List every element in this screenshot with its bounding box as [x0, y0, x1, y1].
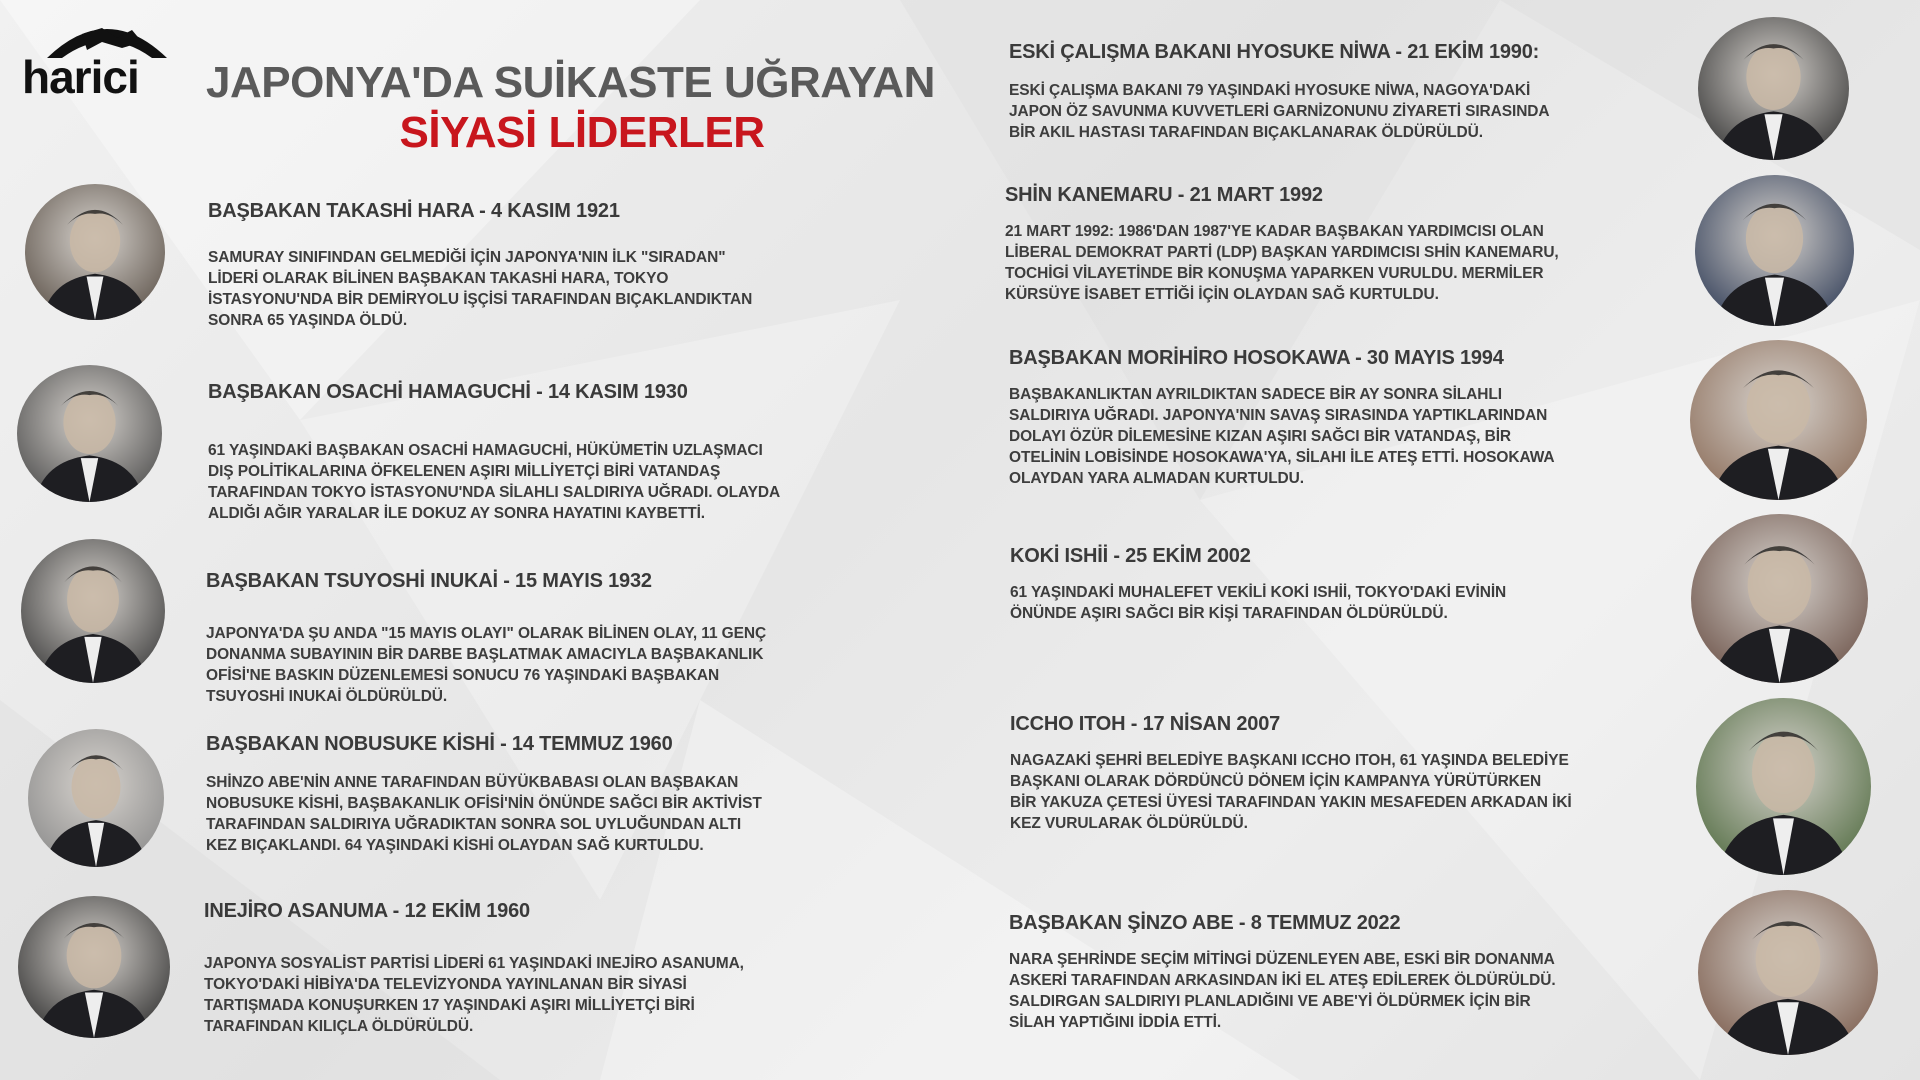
entry-body: NARA ŞEHRİNDE SEÇİM MİTİNGİ DÜZENLEYEN ABE, ESKİ BİR DONANMA ASKERİ TARAFINDAN ARKASINDAN İKİ EL ATEŞ EDİLEREK ÖLDÜRÜLDÜ. SALDIRGAN SALDIRIYI PLANLADIĞINI VE ABE'Yİ ÖLDÜRMEK İÇİN BİR SİLAH YAPTIĞINI İDDİA ETTİ. — [1009, 951, 1556, 1031]
right-4-photo — [1691, 514, 1868, 683]
left-4-photo — [28, 729, 164, 867]
left-entry-5 — [204, 900, 744, 1037]
right-entry-5 — [1010, 713, 1572, 834]
logo-text: harici — [22, 51, 139, 103]
entry-heading: SHİN KANEMARU - 21 MART 1992 — [1005, 184, 1323, 206]
page-title-line1: JAPONYA'DA SUİKASTE UĞRAYAN — [206, 58, 935, 107]
right-entry-3 — [1009, 347, 1554, 489]
entry-body: SHİNZO ABE'NİN ANNE TARAFINDAN BÜYÜKBABASI OLAN BAŞBAKAN NOBUSUKE KİSHİ, BAŞBAKANLIK OFİSİ'NİN ÖNÜNDE SAĞCI BİR AKTİVİST TARAFINDAN SALDIRIYA UĞRADIKTAN SONRA SOL UYLUĞUNDAN ALTI KEZ BIÇAKLANDI. 64 YAŞINDAKİ KİSHİ OLAYDAN SAĞ KURTULDU. — [206, 774, 762, 854]
right-entry-6 — [1009, 912, 1556, 1033]
entry-heading: BAŞBAKAN MORİHİRO HOSOKAWA - 30 MAYIS 1994 — [1009, 347, 1504, 369]
right-entry-2 — [1005, 184, 1559, 305]
right-3-photo — [1690, 340, 1867, 500]
entry-heading: BAŞBAKAN OSACHİ HAMAGUCHİ - 14 KASIM 1930 — [208, 381, 688, 403]
entry-heading: BAŞBAKAN NOBUSUKE KİSHİ - 14 TEMMUZ 1960 — [206, 733, 673, 755]
entry-heading: INEJİRO ASANUMA - 12 EKİM 1960 — [204, 900, 530, 922]
entry-body: 61 YAŞINDAKİ BAŞBAKAN OSACHİ HAMAGUCHİ, HÜKÜMETİN UZLAŞMACI DIŞ POLİTİKALARINA ÖFKELENEN AŞIRI MİLLİYETÇİ BİRİ VATANDAŞ TARAFINDAN TOKYO İSTASYONU'NDA SİLAHLI SALDIRIYA UĞRADI. OLAYDA ALDIĞI AĞIR YARALAR İLE DOKUZ AY SONRA HAYATINI KAYBETTİ. — [208, 442, 781, 522]
left-5-photo — [18, 896, 170, 1038]
left-entry-2 — [208, 381, 780, 524]
entry-body: BAŞBAKANLIKTAN AYRILDIKTAN SADECE BİR AY SONRA SİLAHLI SALDIRIYA UĞRADI. JAPONYA'NIN SAVAŞ SIRASINDA YAPTIKLARINDAN DOLAYI ÖZÜR DİLEMESİNE KIZAN AŞIRI SAĞCI BİR VATANDAŞ, BİR OTELİNİN LOBİSİNDE HOSOKAWA'YA, SİLAHI İLE ATEŞ ETTİ. HOSOKAWA OLAYDAN YARA ALMADAN KURTULDU. — [1009, 386, 1555, 487]
left-entry-1 — [208, 200, 752, 331]
entry-body: NAGAZAKİ ŞEHRİ BELEDİYE BAŞKANI ICCHO ITOH, 61 YAŞINDA BELEDİYE BAŞKANI OLARAK DÖRDÜNCÜ DÖNEM İÇİN KAMPANYA YÜRÜTÜRKEN BİR YAKUZA ÇETESİ ÜYESİ TARAFINDAN YAKIN MESAFEDEN ARKADAN İKİ KEZ VURULARAK ÖLDÜRÜLDÜ. — [1010, 752, 1572, 832]
entry-heading: BAŞBAKAN TSUYOSHİ INUKAİ - 15 MAYIS 1932 — [206, 570, 652, 592]
entry-body: 61 YAŞINDAKİ MUHALEFET VEKİLİ KOKİ ISHİİ, TOKYO'DAKİ EVİNİN ÖNÜNDE AŞIRI SAĞCI BİR KİŞİ TARAFINDAN ÖLDÜRÜLDÜ. — [1010, 584, 1507, 622]
left-2-photo — [17, 365, 162, 502]
entry-body: SAMURAY SINIFINDAN GELMEDİĞİ İÇİN JAPONYA'NIN İLK "SIRADAN" LİDERİ OLARAK BİLİNEN BAŞBAKAN TAKASHİ HARA, TOKYO İSTASYONU'NDA BİR DEMİRYOLU İŞÇİSİ TARAFINDAN BIÇAKLANDIKTAN SONRA 65 YAŞINDA ÖLDÜ. — [208, 249, 753, 329]
right-6-photo — [1698, 890, 1878, 1055]
entry-heading: KOKİ ISHİİ - 25 EKİM 2002 — [1010, 545, 1251, 567]
page-title-line2: SİYASİ LİDERLER — [399, 108, 765, 157]
left-entry-4 — [206, 733, 762, 856]
left-1-photo — [25, 184, 165, 320]
harici-logo — [22, 20, 174, 103]
entry-body: 21 MART 1992: 1986'DAN 1987'YE KADAR BAŞBAKAN YARDIMCISI OLAN LİBERAL DEMOKRAT PARTİ (LDP) BAŞKAN YARDIMCISI SHİN KANEMARU, TOCHİGİ VİLAYETİNDE BİR KONUŞMA YAPARKEN VURULDU. MERMİLER KÜRSÜYE İSABET ETTİĞİ İÇİN OLAYDAN SAĞ KURTULDU. — [1005, 223, 1559, 303]
left-entry-3 — [206, 570, 766, 707]
right-5-photo — [1696, 698, 1871, 875]
entry-heading: ESKİ ÇALIŞMA BAKANI HYOSUKE NİWA - 21 EKİM 1990: — [1009, 41, 1540, 63]
entry-heading: BAŞBAKAN TAKASHİ HARA - 4 KASIM 1921 — [208, 200, 620, 222]
entry-heading: BAŞBAKAN ŞİNZO ABE - 8 TEMMUZ 2022 — [1009, 912, 1401, 934]
entry-body: JAPONYA'DA ŞU ANDA "15 MAYIS OLAYI" OLARAK BİLİNEN OLAY, 11 GENÇ DONANMA SUBAYININ BİR DARBE BAŞLATMAK AMACIYLA BAŞBAKANLIK OFİSİ'NE BASKIN DÜZENLEMESİ SONUCU 76 YAŞINDAKİ BAŞBAKAN TSUYOSHİ INUKAİ ÖLDÜRÜLDÜ. — [206, 625, 767, 705]
entry-body: ESKİ ÇALIŞMA BAKANI 79 YAŞINDAKİ HYOSUKE NİWA, NAGOYA'DAKİ JAPON ÖZ SAVUNMA KUVVETLERİ GARNİZONUNU ZİYARETİ SIRASINDA BİR AKIL HASTASI TARAFINDAN BIÇAKLANARAK ÖLDÜRÜLDÜ. — [1009, 82, 1550, 141]
right-1-photo — [1698, 17, 1849, 160]
right-entry-4 — [1010, 545, 1506, 624]
entry-body: JAPONYA SOSYALİST PARTİSİ LİDERİ 61 YAŞINDAKİ INEJİRO ASANUMA, TOKYO'DAKİ HİBİYA'DA TELEVİZYONDA YAYINLANAN BİR SİYASİ TARTIŞMADA KONUŞURKEN 17 YAŞINDAKİ AŞIRI MİLLİYETÇİ BİRİ TARAFINDAN KILIÇLA ÖLDÜRÜLDÜ. — [204, 955, 744, 1035]
entry-heading: ICCHO ITOH - 17 NİSAN 2007 — [1010, 713, 1281, 735]
right-entry-1 — [1009, 41, 1549, 143]
right-2-photo — [1695, 175, 1854, 326]
left-3-photo — [21, 539, 165, 683]
